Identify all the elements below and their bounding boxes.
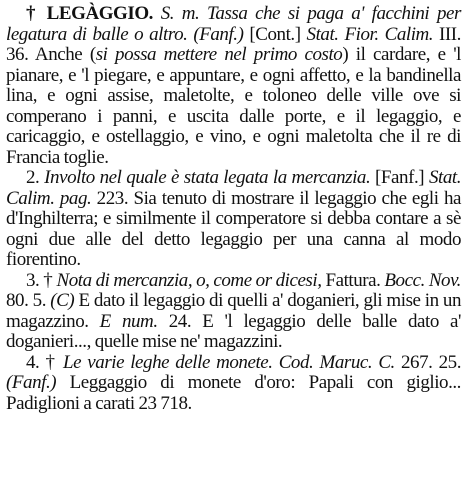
- text-run: 24. E 'l legaggio delle balle dato a' doganieri..., quelle mise ne' magazzini.: [6, 310, 461, 352]
- text-run: E dato il legaggio di quelli a' doganieri, gli mise in un magazzino.: [6, 290, 462, 332]
- text-run: Involto nel quale è stata legata la mercanzia.: [44, 167, 371, 188]
- text-run: Leggaggio di monete d'oro: Papali con giglio... Padiglioni a carati 23 718.: [6, 372, 461, 414]
- text-run: 223. Sia tenuto di mostrare il legaggio che egli ha d'Inghilterra; e similmente il comperatore si debba contare a sè ogni due alle del detto legaggio per una canna al modo fiorentino.: [6, 187, 461, 270]
- text-run: si possa mettere nel primo costo: [95, 44, 343, 65]
- text-run: ) il cardare, e 'l pianare, e 'l piegare, e appuntare, e ogni affetto, e la bandinella lina, e ogni assise, maletolte, e toloneo delle ville ove si comperano i panni, e uscita dalle porte, e il legaggio, e caricaggio, e ostellaggio, e vino, e ogni maletolta che il re di Francia toglie.: [6, 44, 461, 168]
- text-run: III: [439, 23, 457, 45]
- grammar-label: S. m.: [160, 3, 200, 24]
- headword: † LEGÀGGIO.: [26, 3, 153, 24]
- sense-3: [6, 271, 461, 353]
- text-run: . 36. Anche (: [6, 23, 461, 65]
- text-run: 3. †: [26, 269, 57, 291]
- text-run: Fattura.: [321, 269, 385, 291]
- sense-1: [6, 4, 461, 168]
- text-run: 2.: [26, 167, 45, 188]
- sense-4: [6, 353, 461, 415]
- text-run: Tassa che si paga a' facchini per legatura di balle o altro.: [6, 3, 461, 45]
- text-run: (Fanf.): [193, 23, 244, 45]
- sense-4-body: [6, 352, 461, 414]
- text-run: E num.: [99, 310, 158, 332]
- sense-2: [6, 168, 461, 271]
- text-run: (Fanf.): [6, 372, 57, 393]
- text-run: 267. 25.: [394, 351, 462, 373]
- sense-3-body: [6, 270, 461, 353]
- sense-2-body: [6, 167, 461, 270]
- text-run: Stat. Fior. Calim.: [306, 23, 434, 45]
- text-run: Nota di mercanzia, o, come or dicesi,: [56, 269, 322, 291]
- text-run: Le varie leghe delle monete. Cod. Maruc. C.: [63, 351, 395, 373]
- text-run: (C): [50, 290, 75, 311]
- sense-1-body: [6, 3, 461, 168]
- text-run: 4. †: [26, 351, 64, 373]
- text-run: [Fanf.]: [370, 167, 429, 188]
- text-run: Stat. Calim. pag.: [6, 167, 461, 209]
- text-run: Bocc. Nov.: [384, 269, 461, 291]
- text-run: [Cont.]: [243, 23, 307, 45]
- text-run: 80. 5.: [6, 290, 51, 311]
